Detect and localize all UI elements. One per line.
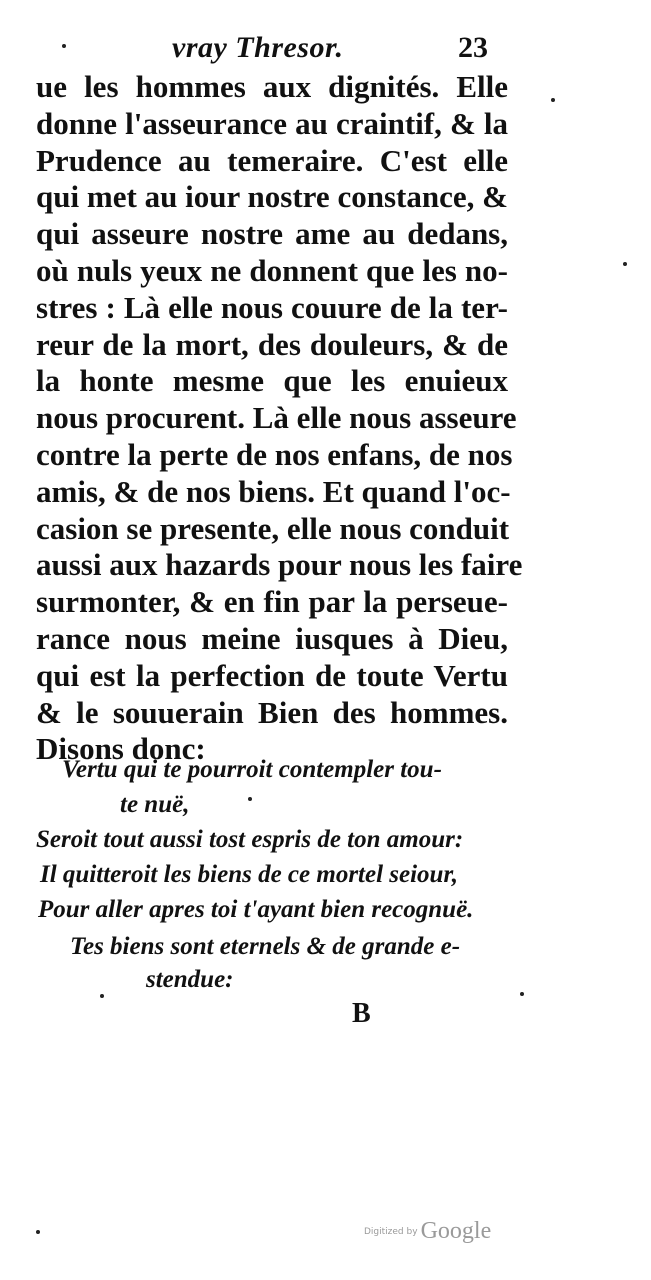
digitization-watermark — [364, 1218, 491, 1245]
watermark-digitized-label: Digitized by — [364, 1226, 418, 1237]
text-line: rance nous meine iusques à Dieu, — [36, 620, 508, 656]
text-line: amis, & de nos biens. Et quand l'oc- — [36, 473, 511, 509]
ink-speck — [248, 797, 252, 801]
text-line: où nuls yeux ne donnent que les no- — [36, 252, 508, 288]
text-line: & le souuerain Bien des hommes. — [36, 694, 508, 730]
verse-line: te nuë, — [120, 791, 190, 818]
text-line: surmonter, & en fin par la perseue- — [36, 584, 508, 620]
text-line: donne l'asseurance au craintif, & la — [36, 105, 508, 141]
ink-speck — [623, 262, 627, 266]
google-logo: Google — [420, 1218, 492, 1244]
signature-mark: B — [352, 998, 371, 1029]
verse-line: Tes biens sont eternels & de grande e- — [70, 933, 461, 960]
ink-speck — [62, 44, 66, 48]
text-line: qui met au iour nostre constance, & — [36, 179, 508, 215]
running-title: vray Thresor. — [172, 31, 344, 64]
text-line: Disons donc: — [36, 731, 206, 767]
text-line: nous procurent. Là elle nous asseure — [36, 400, 517, 436]
verse-line: Il quitteroit les biens de ce mortel seiour, — [40, 861, 459, 888]
text-line: casion se presente, elle nous conduit — [36, 510, 510, 546]
text-line: qui est la perfection de toute Vertu — [36, 657, 508, 693]
text-line: Prudence au temeraire. C'est elle — [36, 142, 508, 178]
text-line: qui asseure nostre ame au dedans, — [36, 216, 508, 252]
text-line: reur de la mort, des douleurs, & de — [36, 326, 508, 362]
verse-line: Pour aller apres toi t'ayant bien recognuë. — [38, 896, 474, 923]
ink-speck — [520, 992, 524, 996]
text-line: contre la perte de nos enfans, de nos — [36, 436, 513, 472]
verse-line: Vertu qui te pourroit contempler tou- — [62, 756, 442, 783]
ink-speck — [551, 98, 555, 102]
page-number: 23 — [458, 31, 488, 64]
text-line: ue les hommes aux dignités. Elle — [36, 69, 508, 104]
text-line: aussi aux hazards pour nous les faire — [36, 547, 523, 583]
verse-line: Seroit tout aussi tost espris de ton amour: — [36, 826, 464, 853]
ink-speck — [36, 1230, 40, 1234]
page-header — [0, 30, 651, 70]
text-line: la honte mesme que les enuieux — [36, 363, 508, 399]
verse-line: stendue: — [146, 966, 234, 993]
text-line: stres : Là elle nous couure de la ter- — [36, 289, 508, 325]
ink-speck — [100, 994, 104, 998]
body-paragraph — [36, 69, 523, 768]
